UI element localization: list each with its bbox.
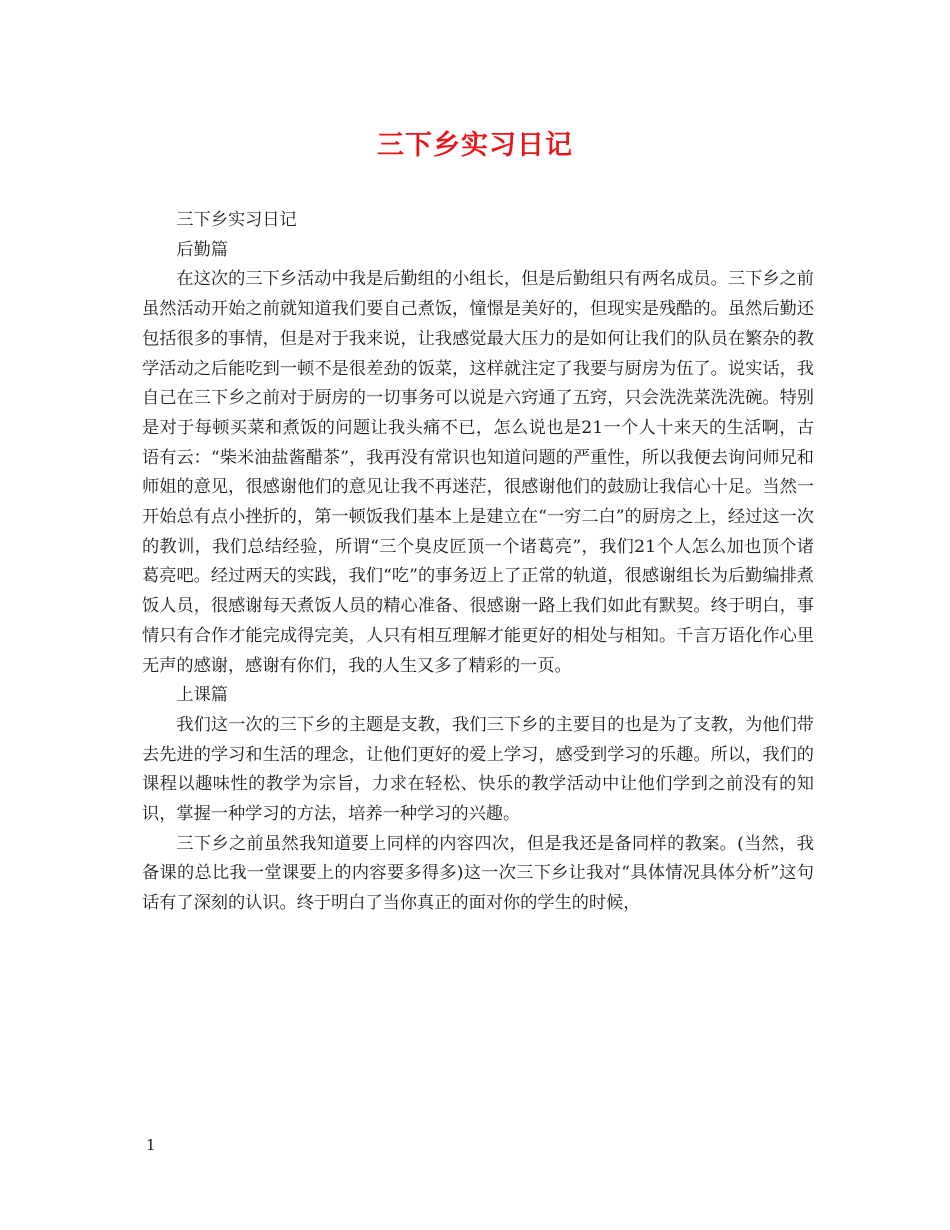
document-body <box>142 206 814 919</box>
document-title: 三下乡实习日记 <box>377 130 573 161</box>
section-heading-logistics: 后勤篇 <box>176 239 228 260</box>
paragraph-teaching-2: 三下乡之前虽然我知道要上同样的内容四次，但是我还是备同样的教案。(当然，我备课的总比我一堂课要上的内容要多得多)这一次三下乡让我对“具体情况具体分析”这句话有了深刻的认识。终于明白了当你真正的面对你的学生的时候， <box>142 833 814 914</box>
subtitle-line: 三下乡实习日记 <box>176 210 297 230</box>
section-heading-teaching: 上课篇 <box>176 685 228 706</box>
page-number: 1 <box>146 1136 156 1154</box>
paragraph-logistics: 在这次的三下乡活动中我是后勤组的小组长，但是后勤组只有两名成员。三下乡之前虽然活动开始之前就知道我们要自己煮饭，憧憬是美好的，但现实是残酷的。虽然后勤还包括很多的事情，但是对于我来说，让我感觉最大压力的是如何让我们的队员在繁杂的教学活动之后能吃到一顿不是很差劲的饭菜，这样就注定了我要与厨房为伍了。说实话，我自己在三下乡之前对于厨房的一切事务可以说是六窍通了五窍，只会洗洗菜洗洗碗。特别是对于每顿买菜和煮饭的问题让我头痛不已，怎么说也是21一个人十来天的生活啊，古语有云：“柴米油盐酱醋茶”，我再没有常识也知道问题的严重性，所以我便去询问师兄和师姐的意见，很感谢他们的意见让我不再迷茫，很感谢他们的鼓励让我信心十足。当然一开始总有点小挫折的，第一顿饭我们基本上是建立在“一穷二白”的厨房之上，经过这一次的教训，我们总结经验，所谓“三个臭皮匠顶一个诸葛亮”，我们21个人怎么加也顶个诸葛亮吧。经过两天的实践，我们“吃”的事务迈上了正常的轨道，很感谢组长为后勤编排煮饭人员，很感谢每天煮饭人员的精心准备、很感谢一路上我们如此有默契。终于明白，事情只有合作才能完成得完美，人只有相互理解才能更好的相处与相知。千言万语化作心里无声的感谢，感谢有你们，我的人生又多了精彩的一页。 <box>142 269 814 676</box>
paragraph-teaching-1: 我们这一次的三下乡的主题是支教，我们三下乡的主要目的也是为了支教，为他们带去先进的学习和生活的理念，让他们更好的爱上学习，感受到学习的乐趣。所以，我们的课程以趣味性的教学为宗旨，力求在轻松、快乐的教学活动中让他们学到之前没有的知识，掌握一种学习的方法，培养一种学习的兴趣。 <box>142 714 814 825</box>
